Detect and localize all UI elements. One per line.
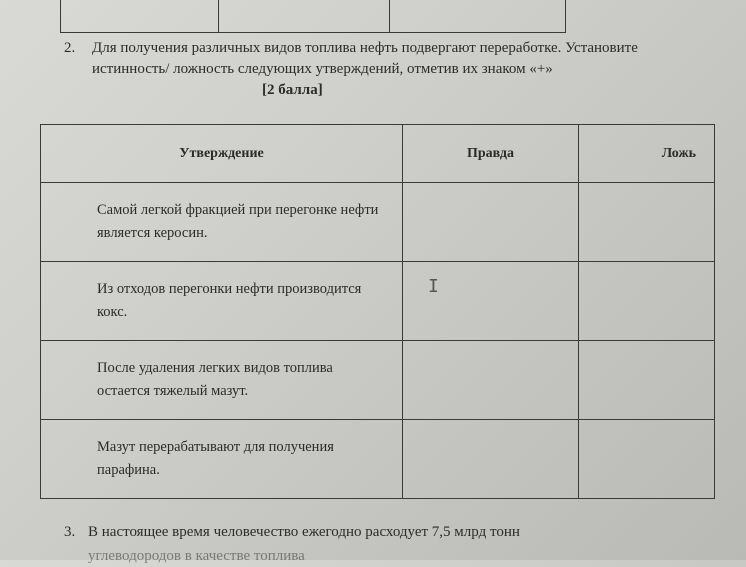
text-cursor-icon: I: [428, 276, 439, 297]
true-answer-cell[interactable]: [403, 341, 579, 420]
question-3: [64, 522, 714, 564]
false-answer-cell[interactable]: [579, 183, 715, 262]
header-true: Правда: [403, 125, 579, 183]
question-text: Для получения различных видов топлива нефть подвергают переработке. Установите истинность/ ложность следующих утверждений, отметив их знаком «+»: [92, 40, 638, 77]
question-marks: [2 балла]: [262, 82, 323, 98]
false-answer-cell[interactable]: [579, 420, 715, 499]
question-text: В настоящее время человечество ежегодно расходует 7,5 млрд тонн: [88, 524, 520, 540]
table-cell: [390, 0, 565, 32]
statement-cell: Мазут перерабатывают для получения парафина.: [41, 420, 403, 499]
previous-table-fragment: [60, 0, 566, 33]
question-2: [64, 38, 714, 98]
table-row: [41, 420, 715, 499]
statement-cell: Самой легкой фракцией при перегонке нефти является керосин.: [41, 183, 403, 262]
table-row: [41, 262, 715, 341]
true-answer-cell[interactable]: [403, 262, 579, 341]
header-statement: Утверждение: [41, 125, 403, 183]
false-answer-cell[interactable]: [579, 341, 715, 420]
statement-cell: Из отходов перегонки нефти производится кокс.: [41, 262, 403, 341]
table-header-row: [41, 125, 715, 183]
header-false: Ложь: [579, 125, 715, 183]
true-answer-cell[interactable]: [403, 183, 579, 262]
question-text-continuation: углеводородов в качестве топлива: [88, 548, 305, 564]
table-row: [41, 341, 715, 420]
table-cell: [219, 0, 389, 32]
true-false-table: [40, 124, 715, 499]
false-answer-cell[interactable]: [579, 262, 715, 341]
table-row: [41, 183, 715, 262]
true-answer-cell[interactable]: [403, 420, 579, 499]
statement-cell: После удаления легких видов топлива остается тяжелый мазут.: [41, 341, 403, 420]
table-cell: [61, 0, 219, 32]
question-number: 2.: [64, 40, 76, 56]
question-number: 3.: [64, 524, 76, 540]
